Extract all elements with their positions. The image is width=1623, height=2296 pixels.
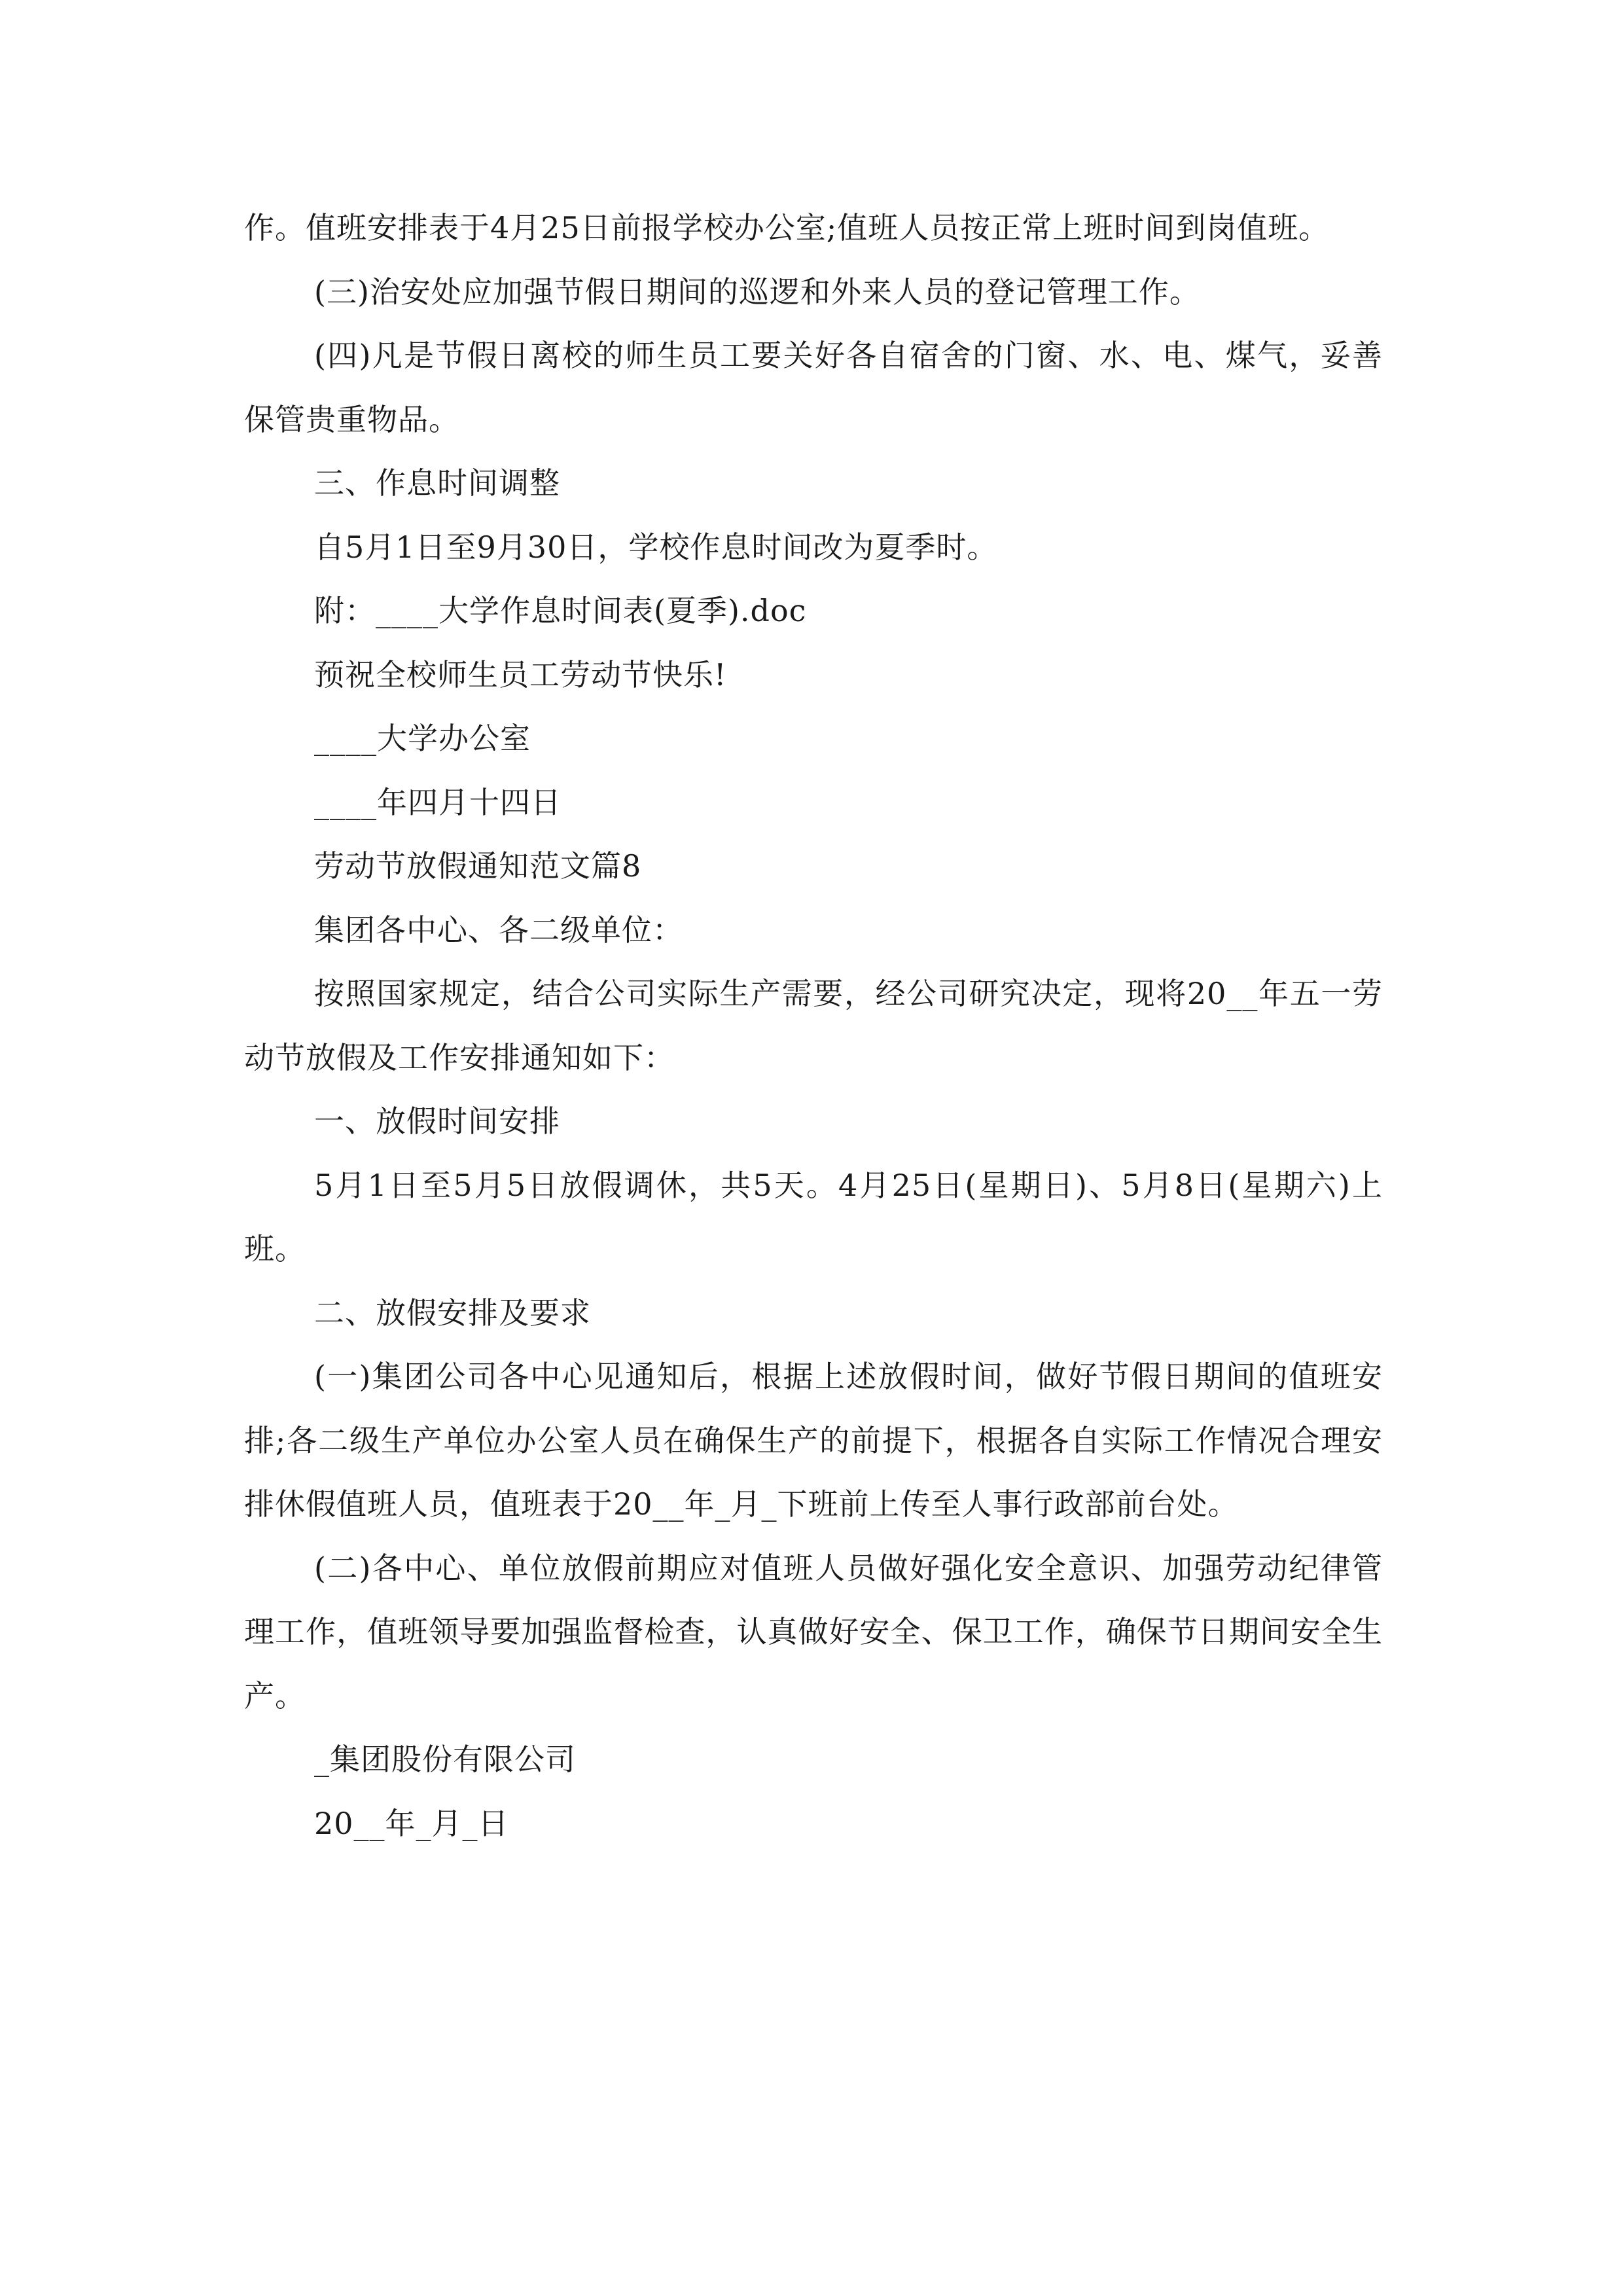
- greeting-line: 预祝全校师生员工劳动节快乐!: [314, 656, 727, 692]
- paragraph-item-1: (一)集团公司各中心见通知后，根据上述放假时间，做好节假日期间的值班安排;各二级生产单位办公室人员在确保生产的前提下，根据各自实际工作情况合理安排休假值班人员，值班表于20__年_月_下班前上传至人事行政部前台处。: [244, 1359, 1383, 1522]
- paragraph-holiday-dates: 5月1日至5月5日放假调休，共5天。4月25日(星期日)、5月8日(星期六)上班。: [244, 1167, 1383, 1266]
- article-title: 劳动节放假通知范文篇8: [314, 848, 642, 884]
- paragraph-schedule: 自5月1日至9月30日，学校作息时间改为夏季时。: [314, 529, 998, 565]
- signature-org: ____大学办公室: [314, 721, 531, 756]
- paragraph-intro: 按照国家规定，结合公司实际生产需要，经公司研究决定，现将20__年五一劳动节放假及工作安排通知如下：: [244, 976, 1383, 1075]
- document-body: [244, 196, 1383, 1856]
- paragraph-item-2: (二)各中心、单位放假前期应对值班人员做好强化安全意识、加强劳动纪律管理工作，值班领导要加强监督检查，认真做好安全、保卫工作，确保节日期间安全生产。: [244, 1550, 1383, 1713]
- attachment-line: 附：____大学作息时间表(夏季).doc: [314, 593, 807, 628]
- section-heading-2: 二、放假安排及要求: [314, 1295, 591, 1331]
- signature-company-date: 20__年_月_日: [314, 1805, 509, 1841]
- addressee-line: 集团各中心、各二级单位：: [314, 912, 683, 948]
- paragraph-item-4: (四)凡是节假日离校的师生员工要关好各自宿舍的门窗、水、电、煤气，妥善保管贵重物品。: [244, 338, 1383, 437]
- section-heading-3: 三、作息时间调整: [314, 465, 560, 501]
- signature-company: _集团股份有限公司: [314, 1742, 576, 1777]
- paragraph-item-3: (三)治安处应加强节假日期间的巡逻和外来人员的登记管理工作。: [314, 274, 1200, 310]
- signature-date: ____年四月十四日: [314, 784, 562, 820]
- section-heading-1: 一、放假时间安排: [314, 1103, 560, 1139]
- paragraph-continuation: 作。值班安排表于4月25日前报学校办公室;值班人员按正常上班时间到岗值班。: [244, 210, 1330, 245]
